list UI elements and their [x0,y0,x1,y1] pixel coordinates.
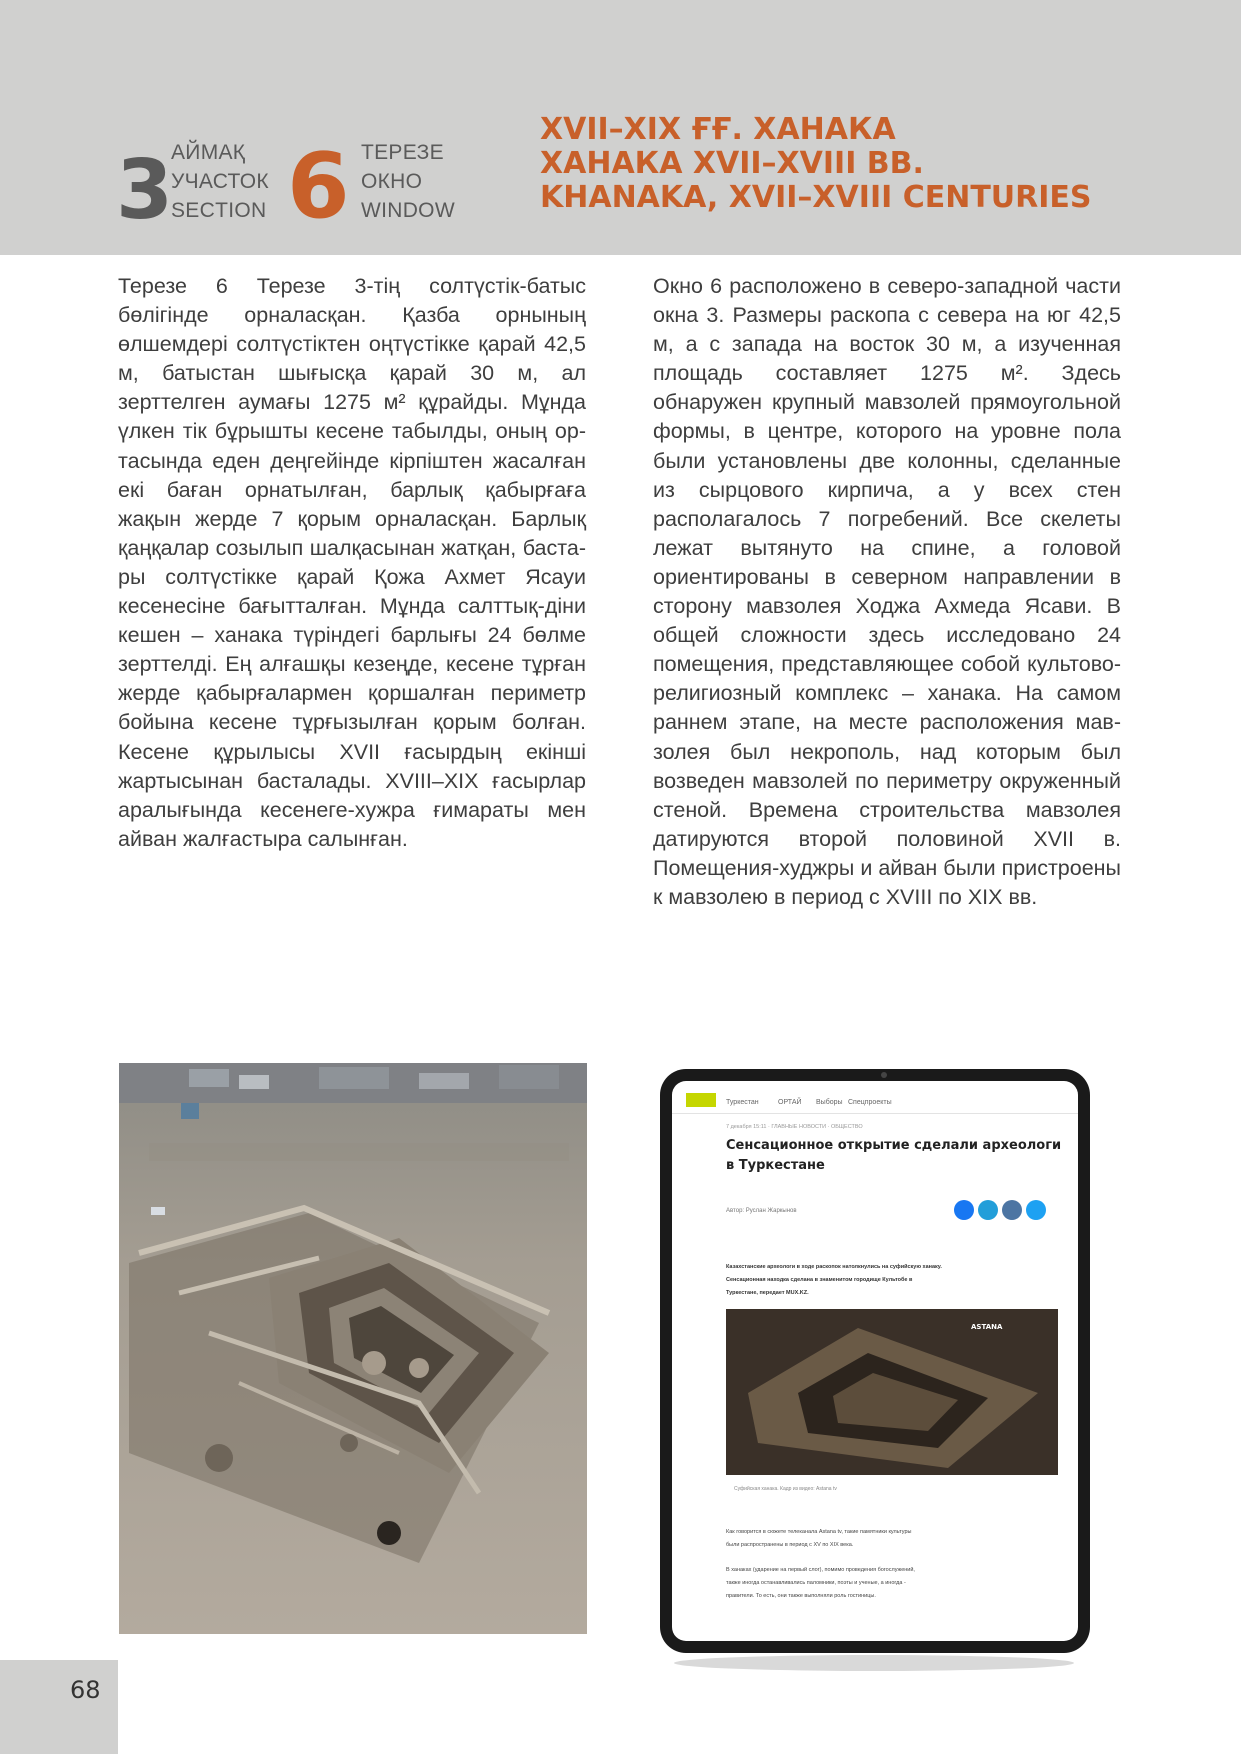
russian-text-column [653,272,1121,912]
article-paragraph-1a: Как говорится в сюжете телеканала Astana tv, такие памятники культуры [726,1529,912,1535]
kazakh-text-column [118,272,586,854]
article-headline-2: в Туркестане [726,1158,825,1173]
article-author: Автор: Руслан Жаркынов [726,1208,797,1214]
section-label-en: SECTION [171,199,267,222]
window-label-ru: ОКНО [361,170,423,193]
article-paragraph-2c: правители. То есть, они также выполняли роль гостиницы. [726,1593,876,1599]
page-number-box [0,1660,118,1754]
page-title [540,113,1092,215]
article-lead-1: Казахстанские археологи в ходе раскопок натолкнулись на суфийскую ханаку. [726,1264,942,1270]
nav-item-4: Спецпроекты [848,1099,892,1106]
window-number: 6 [287,134,350,239]
title-ru: ХАНАКА XVII–XVIII ВВ. [540,146,924,181]
window-labels [361,138,455,225]
section-labels [171,138,269,225]
article-paragraph-2a: В ханаках (ударение на первый слог), помимо проведения богослужений, [726,1567,915,1573]
section-label-ru: УЧАСТОК [171,170,269,193]
nav-item-1: Туркестан [726,1099,759,1106]
excavation-aerial-photo [119,1063,587,1634]
article-breadcrumb: 7 декабря 15:11 · ГЛАВНЫЕ НОВОСТИ · ОБЩЕСТВО [726,1124,863,1130]
page-number: 68 [70,1676,101,1704]
kazakh-paragraph: Терезе 6 Терезе 3-тің солтүстік-батыс бөлігінде орналасқан. Қазба орнының өлшемдері солтүстіктен оңтүстікке қарай 42,5 м, батыстан шығысқа қарай 30 м, ал зерттелген аумағы 1275 м² құрайды. Мұнда үлкен тік бұрышты кесене табылды, оның ортасында еден деңгейінде кірпіштен жасалған екі баған орнатылған, барлық қабырғаға жақын жерде 7 қорым орналасқан. Барлық қаңқалар созылып шалқасынан жатқан, бастары солтүстікке қарай Қожа Ахмет Ясауи кесенесіне бағытталған. Мұнда салттық-діни кешен – ханака түріндегі барлығы 24 бөлме зерттелді. Ең алғашқы кезеңде, кесене тұрған жерде қабырғалармен қоршалған периметр бойына кесене тұрғызылған қорым болған. Кесене құрылысы XVII ғасырдың екінші жартысынан басталады. XVIII–XIX ғасырлар аралығында кесенеге-хужра ғимараты мен айван жалғастыра салынған. [118,274,586,851]
article-headline-1: Сенсационное открытие сделали археологи [726,1138,1062,1153]
channel-logo: ASTANA [971,1323,1003,1331]
tablet-news-screenshot [648,1063,1100,1675]
vk-icon[interactable] [1002,1200,1022,1220]
article-lead-3: Туркестане, передает MUX.KZ. [726,1290,809,1296]
russian-paragraph: Окно 6 расположено в северо-западной части окна 3. Размеры раскопа с севера на юг 42,5 м, а с запада на восток 30 м, а изученная площадь составляет 1275 м². Здесь обнаружен крупный мавзолей прямоугольной формы, в центре, которого на уровне пола были установлены две колонны, сделанные из сырцового кирпича, а у всех стен располагалось 7 погребений. Все скелеты лежат вытянуто на спине, а головой ориентированы в северном направлении в сторону мавзолея Ходжа Ахмеда Ясави. В общей сложности здесь исследовано 24 помещения, представляющее собой культово-религиозный комплекс – ханака. На самом раннем этапе, на месте расположения мавзолея был некрополь, над которым был возведен мавзолей по периметру окруженный стеной. Времена строительства мавзолея датируются второй половиной XVII в. Помещения-худжры и айван были пристроены к мавзолею в период с XVIII по XIX вв. [653,274,1121,909]
window-label-kz: ТЕРЕЗЕ [361,141,444,164]
section-label-kz: АЙМАҚ [171,141,246,164]
nav-item-3: Выборы [816,1099,843,1106]
section-number: 3 [116,143,174,238]
article-lead-2: Сенсационная находка сделана в знаменитом городище Культобе в [726,1277,913,1283]
title-kz: XVII–XIX ҒҒ. ХАНАКА [540,112,896,147]
article-paragraph-1b: были распространены в период с XV по XIX века. [726,1542,854,1548]
twitter-icon[interactable] [1026,1200,1046,1220]
nav-item-2: ОРТАЙ [778,1099,802,1106]
image-caption: Суфийская ханака. Кадр из видео: Astana tv [734,1486,837,1492]
article-paragraph-2b: также иногда останавливались паломники, поэты и ученые, а иногда - [726,1580,906,1586]
window-label-en: WINDOW [361,199,455,222]
telegram-icon[interactable] [978,1200,998,1220]
facebook-icon[interactable] [954,1200,974,1220]
title-en: KHANAKA, XVII–XVIII CENTURIES [540,180,1092,215]
